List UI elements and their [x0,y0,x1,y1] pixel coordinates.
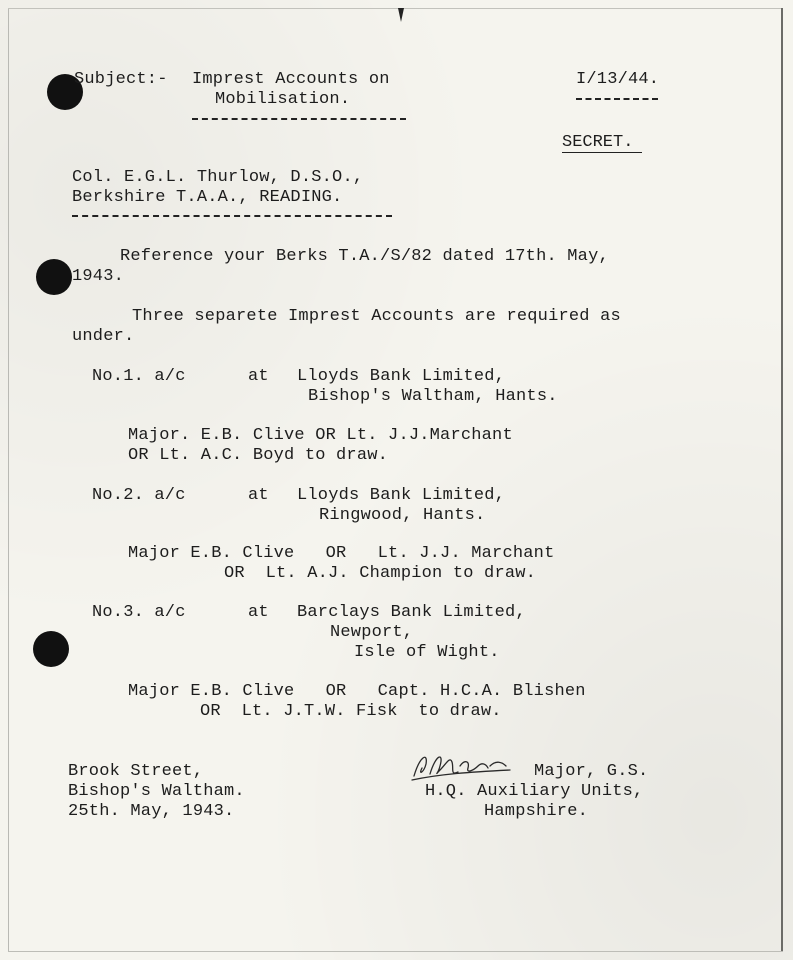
signatory-county: Hampshire. [484,802,589,821]
account-1-signatories-1: Major. E.B. Clive OR Lt. J.J.Marchant [128,426,513,445]
page-edge-left [8,8,9,952]
page-edge-top [8,8,783,9]
page-edge-right [781,8,783,952]
account-2-signatories-2: OR Lt. A.J. Champion to draw. [224,564,537,583]
account-2-number: No.2. a/c [92,486,186,505]
reference-paragraph-line-2: 1943. [72,267,125,286]
classification-marking: SECRET. [562,133,634,152]
punch-hole-bottom [33,631,69,667]
account-3-address-2: Isle of Wight. [354,643,500,662]
account-2-at: at [248,486,269,505]
page-edge-bottom [8,951,783,952]
binder-mark [398,8,404,22]
account-1-bank: Lloyds Bank Limited, [297,367,506,386]
sender-address-line-2: Bishop's Waltham. [68,782,245,801]
account-1-number: No.1. a/c [92,367,186,386]
subject-line-1: Imprest Accounts on [192,70,390,89]
account-1-at: at [248,367,269,386]
account-1-address: Bishop's Waltham, Hants. [308,387,558,406]
account-3-signatories-1: Major E.B. Clive OR Capt. H.C.A. Blishen [128,682,586,701]
classification-underline [562,152,642,153]
account-2-bank: Lloyds Bank Limited, [297,486,506,505]
account-3-address-1: Newport, [330,623,414,642]
account-2-signatories-1: Major E.B. Clive OR Lt. J.J. Marchant [128,544,555,563]
subject-label: Subject:- [74,70,168,89]
subject-underline [192,118,406,120]
account-3-at: at [248,603,269,622]
reference-underline [576,98,658,100]
account-1-signatories-2: OR Lt. A.C. Boyd to draw. [128,446,389,465]
subject-line-2: Mobilisation. [215,90,351,109]
signatory-unit: H.Q. Auxiliary Units, [425,782,644,801]
reference-paragraph-line-1: Reference your Berks T.A./S/82 dated 17th. May, [120,247,609,266]
addressee-underline [72,215,392,217]
punch-hole-middle [36,259,72,295]
document-date: 25th. May, 1943. [68,802,235,821]
account-3-signatories-2: OR Lt. J.T.W. Fisk to draw. [200,702,502,721]
intro-paragraph-line-1: Three separete Imprest Accounts are required as [132,307,621,326]
addressee-line-2: Berkshire T.A.A., READING. [72,188,343,207]
addressee-line-1: Col. E.G.L. Thurlow, D.S.O., [72,168,364,187]
reference-number: I/13/44. [576,70,660,89]
sender-address-line-1: Brook Street, [68,762,204,781]
account-3-number: No.3. a/c [92,603,186,622]
account-3-bank: Barclays Bank Limited, [297,603,526,622]
handwritten-signature [410,746,530,782]
signatory-rank: Major, G.S. [534,762,649,781]
account-2-address: Ringwood, Hants. [319,506,486,525]
intro-paragraph-line-2: under. [72,327,135,346]
